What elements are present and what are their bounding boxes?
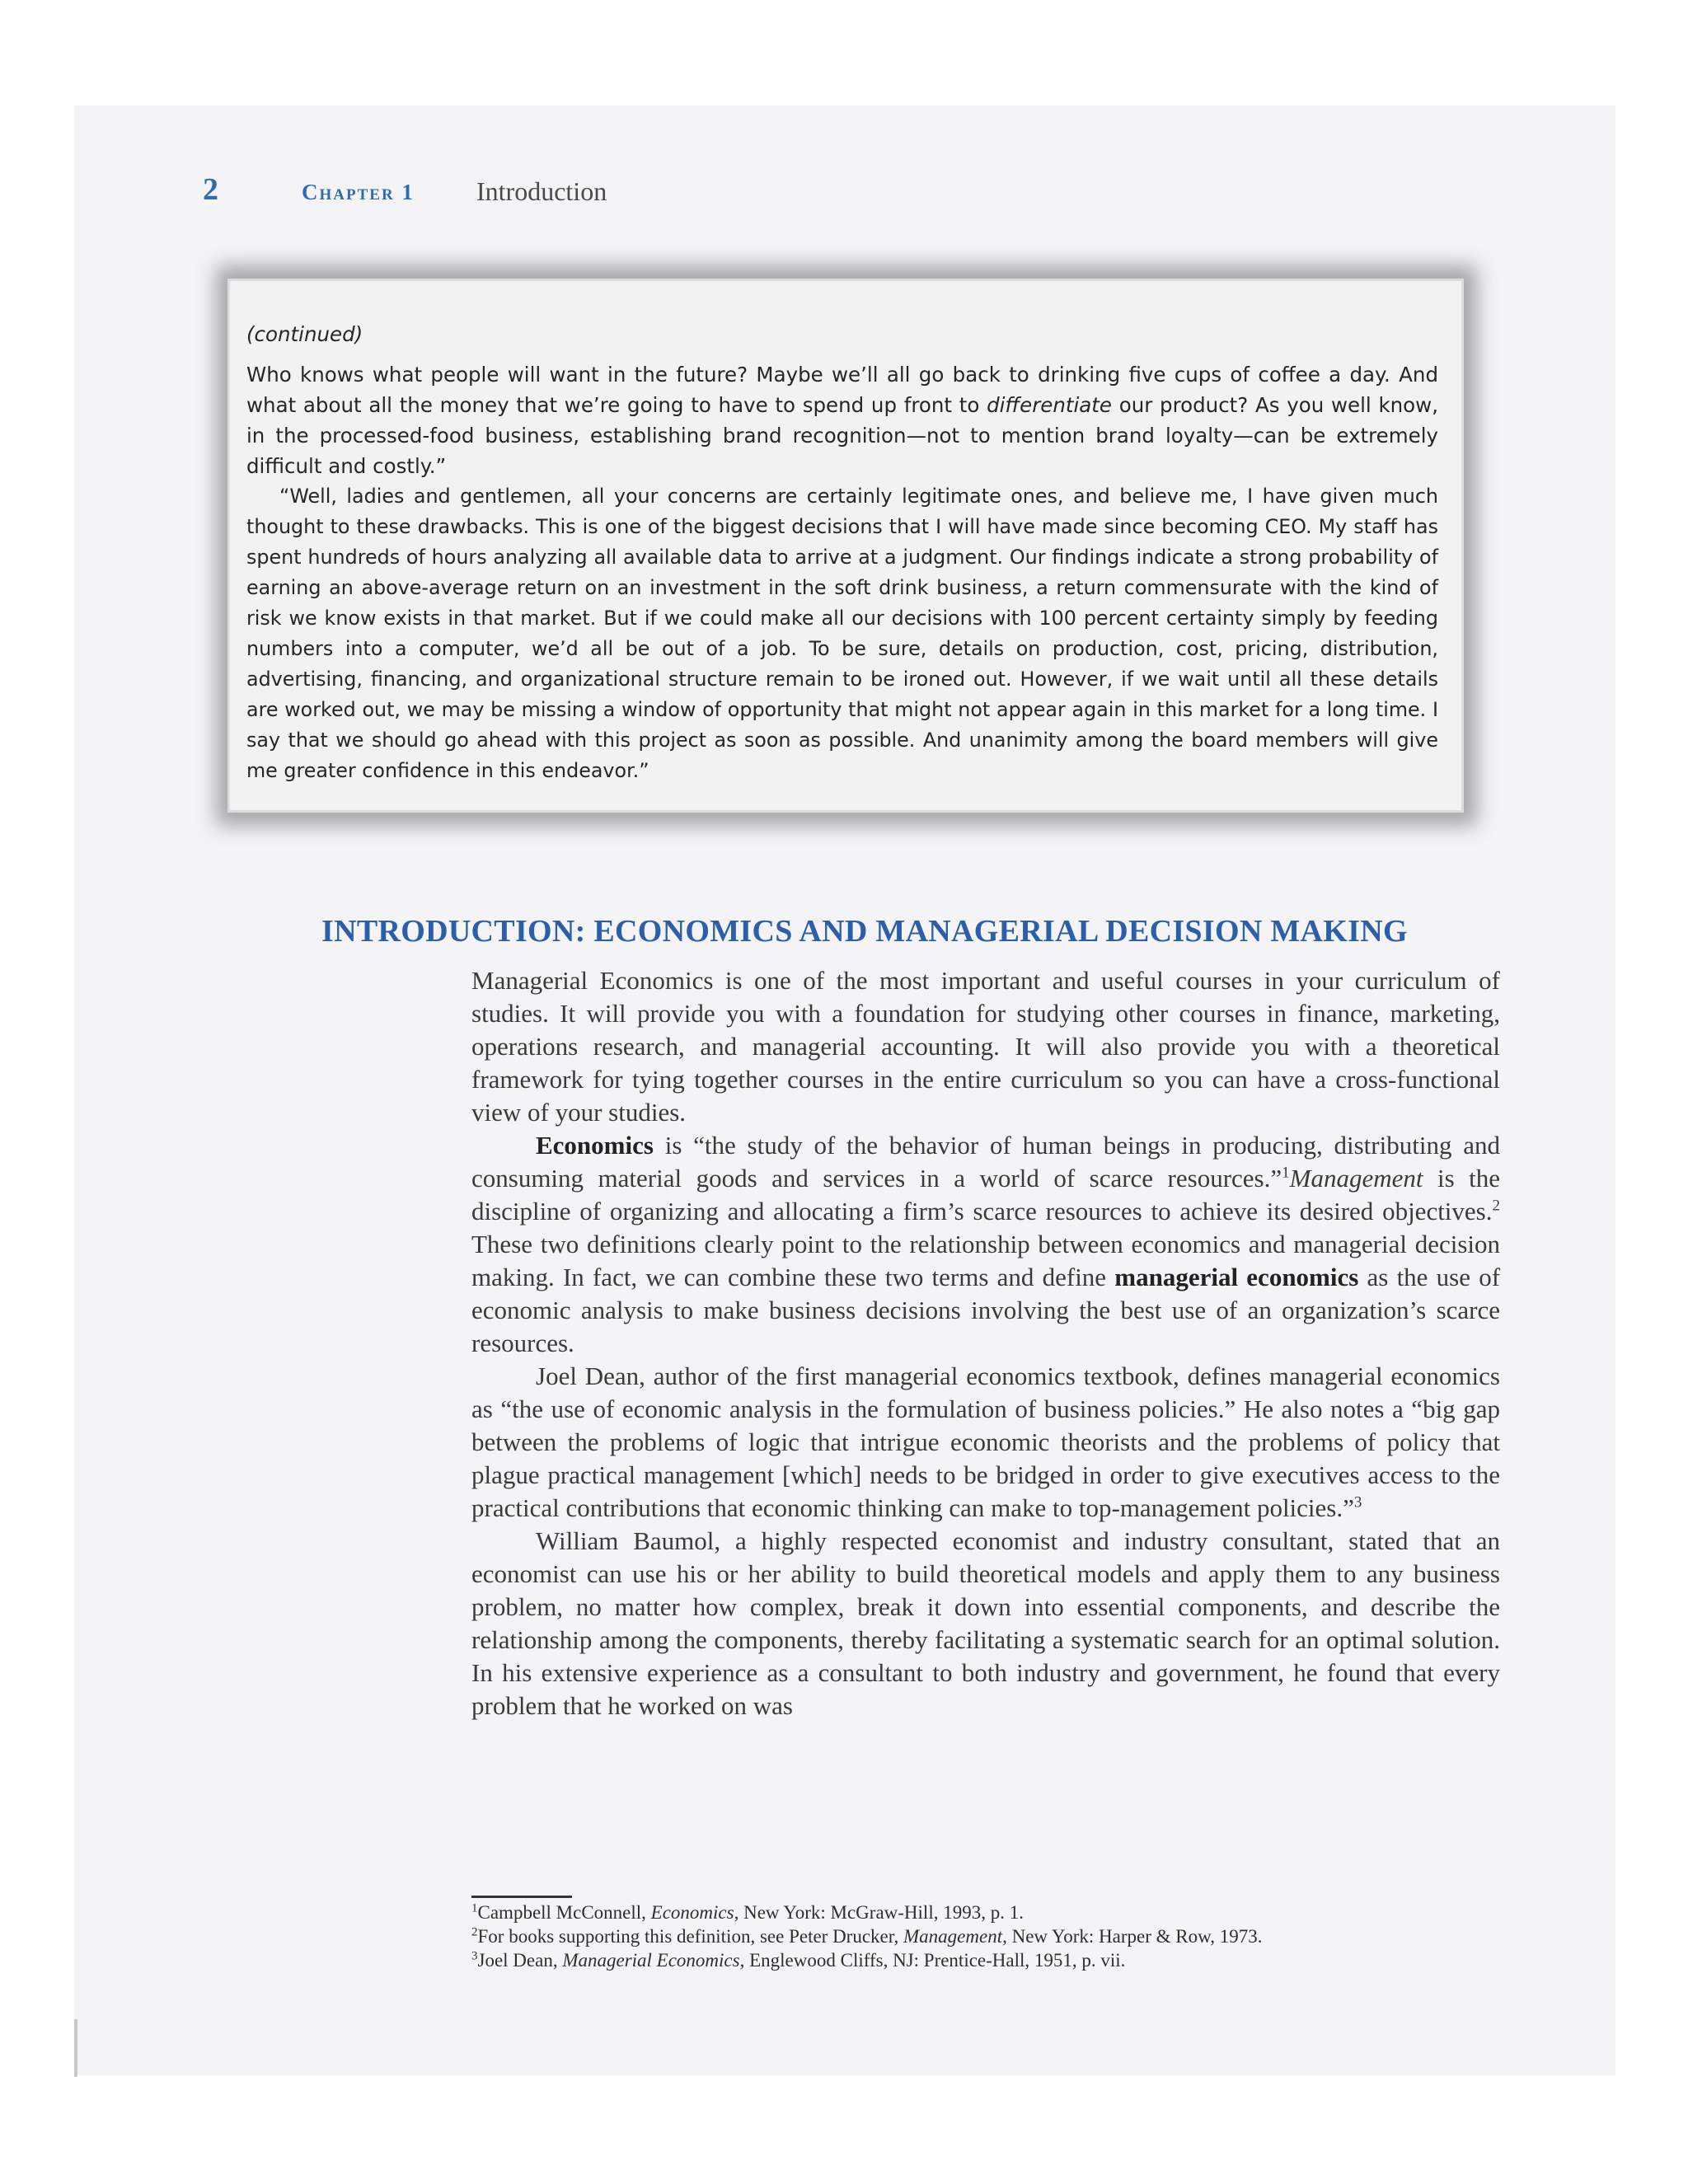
section-heading: INTRODUCTION: ECONOMICS AND MANAGERIAL DECISION MAKING (321, 914, 1408, 949)
page-number: 2 (203, 172, 218, 207)
footnote-title: Economics, (650, 1902, 739, 1923)
footnote-number: 2 (471, 1925, 478, 1939)
chapter-label: Chapter 1 (302, 180, 415, 204)
footnote-number: 1 (471, 1901, 478, 1915)
body-paragraph: Managerial Economics is one of the most important and useful courses in your curriculum of studies. It will provide you with a foundation for studying other courses in finance, marketing, operations research, and managerial accounting. It will also provide you with a theoretical framework for tying together courses in the entire curriculum so you can have a cross-functional view of your studies. (471, 966, 1500, 1127)
sidebar-emphasis: differentiate (987, 393, 1112, 417)
term-managerial-economics: managerial economics (1114, 1263, 1359, 1291)
sidebar-quote-paragraph: “Well, ladies and gentlemen, all your concerns are certainly legitimate ones, and believe me, I have given much thought to these drawbacks. This is one of the biggest decisions that I will have made since becoming CEO. My staff has spent hundreds of hours analyzing all available data to arrive at a judgment. Our findings indicate a strong probability of earning an above-average return on an investment in the soft drink business, a return commensurate with the kind of risk we know exists in that market. But if we could make all our decisions with 100 percent certainty simply by feeding numbers into a computer, we’d all be out of a job. To be sure, details on production, cost, pricing, distribution, advertising, financing, and organizational structure remain to be ironed out. However, if we wait until all these details are worked out, we may be missing a window of opportunity that might not appear again in this market for a long time. I say that we should go ahead with this project as soon as possible. And unanimity among the board members will give me greater confidence in this endeavor.” (246, 485, 1438, 782)
footnote (471, 1924, 1543, 1948)
footnote (471, 1948, 1543, 1972)
footnote-title: Managerial Economics, (562, 1950, 745, 1971)
continued-label: (continued) (246, 322, 363, 346)
chapter-title: Introduction (476, 176, 607, 206)
footnote-text: Campbell McConnell, (477, 1902, 651, 1923)
body-text-run: is “the study of the behavior of human beings in producing, distributing and consuming material goods and services in a world of scarce resources.” (471, 1131, 1500, 1193)
footnote-text: New York: McGraw-Hill, 1993, p. 1. (738, 1902, 1024, 1923)
sidebar-text: our product? As you well know, in the processed-food business, establishing brand recognition—not to mention brand loyalty—can be extremely difficult and costly.” (246, 393, 1438, 478)
footnote (471, 1900, 1543, 1924)
body-text-run: These two definitions clearly point to the relationship between economics and managerial decision making. In fact, we can combine these two terms and define (471, 1230, 1500, 1291)
body-text-run: is the discipline of organizing and allocating a firm’s scarce resources to achieve its desired objectives. (471, 1164, 1500, 1226)
term-economics: Economics (536, 1131, 654, 1160)
footnote-text: New York: Harper & Row, 1973. (1006, 1926, 1263, 1947)
footnote-title: Management, (903, 1926, 1007, 1947)
body-paragraph (471, 1129, 1500, 1360)
footnote-ref: 1 (1282, 1164, 1290, 1182)
sidebar-paragraph (246, 359, 1438, 481)
sidebar-box (227, 279, 1464, 813)
body-text-run: Joel Dean, author of the first managerial economics textbook, defines managerial economics as “the use of economic analysis in the formulation of business policies.” He also notes a “big gap between the problems of logic that intrigue economic theorists and the problems of policy that plague practical management [which] needs to be bridged in order to give executives access to the practical contributions that economic thinking can make to top-management policies.” (471, 1361, 1500, 1522)
body-paragraph: William Baumol, a highly respected economist and industry consultant, stated that an economist can use his or her ability to build theoretical models and apply them to any business problem, no matter how complex, break it down into essential components, and describe the relationship among the components, thereby facilitating a systematic search for an optimal solution. In his extensive experience as a consultant to both industry and government, he found that every problem that he worked on was (471, 1526, 1500, 1720)
footnote-number: 3 (471, 1949, 478, 1963)
footnote-text: Englewood Cliffs, NJ: Prentice-Hall, 1951, p. vii. (744, 1950, 1126, 1971)
page-edge (74, 2019, 77, 2077)
sidebar-text: Who knows what people will want in the future? Maybe we’ll all go back to drinking five cups of coffee a day. And what about all the money that we’re going to have to spend up front to (246, 363, 1438, 417)
footnote-rule (471, 1896, 572, 1898)
body-text-run: as the use of economic analysis to make business decisions involving the best use of an organization’s scarce resources. (471, 1263, 1501, 1357)
footnotes (471, 1900, 1543, 1972)
term-management: Management (1289, 1164, 1423, 1193)
body-text (471, 964, 1500, 1722)
footnote-text: For books supporting this definition, see Peter Drucker, (477, 1926, 904, 1947)
footnote-text: Joel Dean, (477, 1950, 563, 1971)
footnote-ref: 2 (1492, 1197, 1500, 1215)
body-paragraph (471, 1360, 1500, 1525)
footnote-ref: 3 (1353, 1493, 1362, 1511)
